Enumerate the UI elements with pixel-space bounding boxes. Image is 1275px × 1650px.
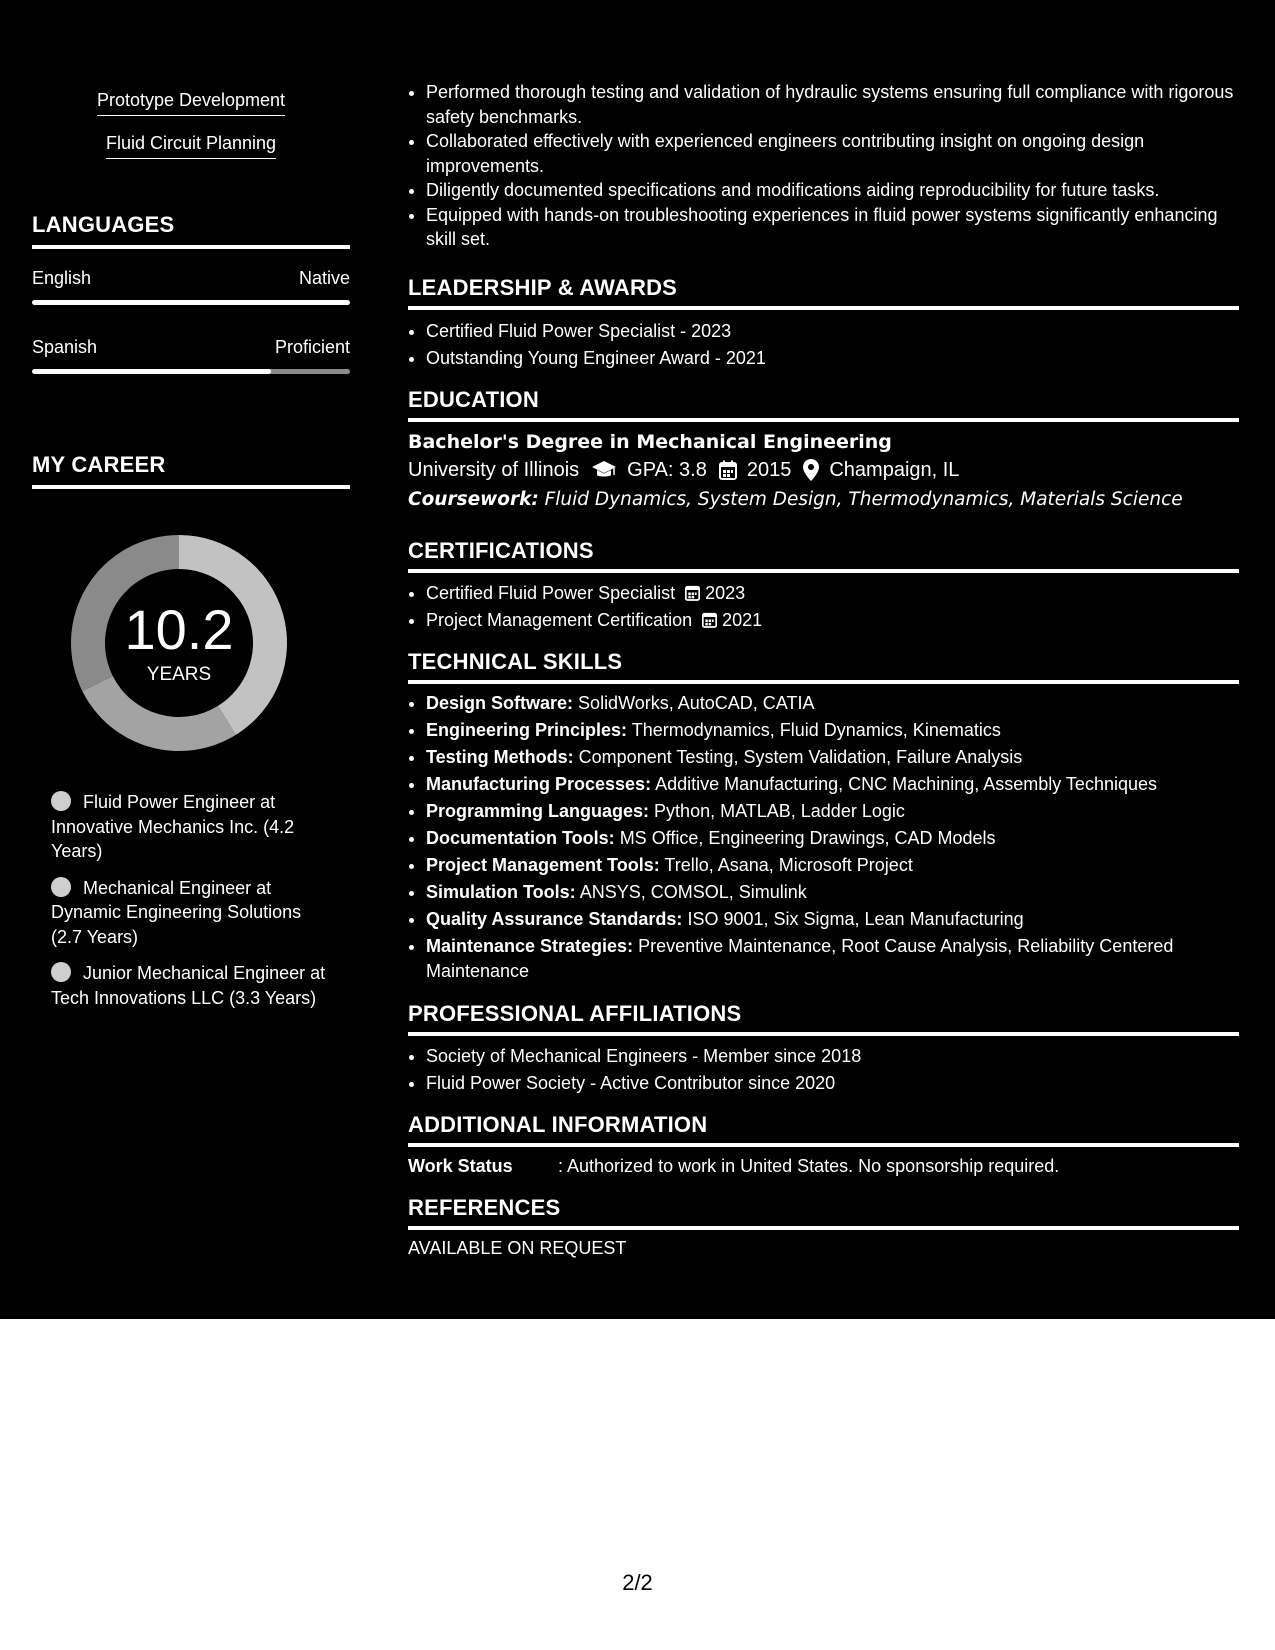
career-item-text: Fluid Power Engineer at Innovative Mechanics Inc. (4.2 Years) — [51, 792, 295, 861]
coursework-label: Coursework: — [408, 489, 539, 510]
career-item — [51, 790, 331, 864]
language-level: Proficient — [274, 337, 350, 357]
calendar-icon — [702, 611, 717, 628]
career-total-value: 10.2 — [124, 598, 234, 661]
technical-skill-value: Component Testing, System Validation, Failure Analysis — [578, 747, 1023, 767]
skills-list — [32, 88, 350, 174]
technical-skill-label: Project Management Tools: — [426, 855, 660, 875]
languages-heading: LANGUAGES — [32, 212, 350, 249]
education-school: University of Illinois — [408, 459, 580, 481]
bullet-dot-icon — [51, 877, 71, 897]
education-meta — [408, 455, 1239, 485]
technical-skill-item — [426, 718, 1239, 743]
language-bar-fill — [32, 300, 350, 305]
certification-name: Certified Fluid Power Specialist — [426, 583, 676, 603]
additional-info-heading: ADDITIONAL INFORMATION — [408, 1112, 1239, 1147]
career-donut-segment — [82, 676, 236, 751]
career-list — [51, 790, 331, 1022]
technical-skill-item — [426, 799, 1239, 824]
technical-skill-item — [426, 934, 1239, 983]
technical-skill-item — [426, 772, 1239, 797]
certification-year: 2021 — [722, 610, 763, 630]
sidebar — [0, 0, 382, 1319]
technical-skill-item — [426, 853, 1239, 878]
work-status-label: Work Status — [408, 1156, 513, 1176]
coursework-value: Fluid Dynamics, System Design, Thermodynamics, Materials Science — [544, 489, 1183, 510]
bullet-dot-icon — [51, 962, 71, 982]
leadership-item: • Certified Fluid Power Specialist - 2023 — [426, 318, 1239, 345]
skill-item: Prototype Development — [97, 88, 285, 116]
education-coursework — [408, 485, 1239, 515]
language-bar-english — [32, 300, 350, 305]
technical-skill-label: Engineering Principles: — [426, 720, 628, 740]
references-heading: REFERENCES — [408, 1195, 1239, 1230]
technical-skill-item — [426, 745, 1239, 770]
technical-skill-value: Trello, Asana, Microsoft Project — [664, 855, 913, 875]
technical-skill-item — [426, 826, 1239, 851]
affiliations-heading: PROFESSIONAL AFFILIATIONS — [408, 1001, 1239, 1036]
experience-bullet: • Performed thorough testing and validation of hydraulic systems ensuring full compliance with rigorous safety benchmarks. — [426, 80, 1239, 129]
career-item — [51, 876, 331, 950]
technical-skill-label: Documentation Tools: — [426, 828, 615, 848]
technical-skill-label: Programming Languages: — [426, 801, 650, 821]
graduation-cap-icon — [591, 460, 617, 480]
technical-skill-value: MS Office, Engineering Drawings, CAD Models — [619, 828, 996, 848]
leadership-heading: LEADERSHIP & AWARDS — [408, 275, 1239, 310]
technical-skill-item — [426, 880, 1239, 905]
page-number: 2/2 — [622, 1570, 653, 1595]
leadership-item: • Outstanding Young Engineer Award - 2021 — [426, 345, 1239, 372]
career-heading: MY CAREER — [32, 452, 350, 489]
language-row-english — [32, 268, 350, 289]
technical-skill-value: Preventive Maintenance, Root Cause Analysis, Reliability Centered Maintenance — [426, 936, 1174, 981]
affiliations-list — [408, 1043, 1239, 1097]
technical-skill-label: Testing Methods: — [426, 747, 574, 767]
language-name: English — [32, 268, 92, 288]
education-block — [408, 429, 1239, 515]
bullet-dot-icon — [51, 791, 71, 811]
language-bar-fill — [32, 369, 271, 374]
education-degree: Bachelor's Degree in Mechanical Engineering — [408, 431, 892, 453]
certification-name: Project Management Certification — [426, 610, 693, 630]
certifications-heading: CERTIFICATIONS — [408, 538, 1239, 573]
affiliation-item: • Society of Mechanical Engineers - Member since 2018 — [426, 1043, 1239, 1070]
technical-skill-value: Python, MATLAB, Ladder Logic — [654, 801, 905, 821]
technical-skill-label: Design Software: — [426, 693, 574, 713]
experience-bullet: • Collaborated effectively with experienced engineers contributing insight on ongoing design improvements. — [426, 129, 1239, 178]
education-gpa: GPA: 3.8 — [627, 459, 707, 481]
work-status-value: : Authorized to work in United States. No sponsorship required. — [558, 1156, 1060, 1176]
technical-skill-label: Simulation Tools: — [426, 882, 576, 902]
map-pin-icon — [803, 459, 819, 481]
experience-bullets — [408, 80, 1239, 252]
leadership-list — [408, 318, 1239, 372]
technical-skill-value: SolidWorks, AutoCAD, CATIA — [578, 693, 815, 713]
calendar-icon — [685, 584, 700, 601]
technical-skill-value: Additive Manufacturing, CNC Machining, Assembly Techniques — [655, 774, 1157, 794]
certification-year: 2023 — [705, 583, 746, 603]
affiliation-item: • Fluid Power Society - Active Contributor since 2020 — [426, 1070, 1239, 1097]
language-level: Native — [298, 268, 350, 288]
career-item — [51, 961, 331, 1010]
education-heading: EDUCATION — [408, 387, 1239, 422]
experience-bullet: • Equipped with hands-on troubleshooting experiences in fluid power systems significantly enhancing skill set. — [426, 203, 1239, 252]
career-item-text: Junior Mechanical Engineer at Tech Innovations LLC (3.3 Years) — [51, 963, 326, 1008]
certification-item — [426, 607, 1239, 634]
technical-skill-value: ANSYS, COMSOL, Simulink — [579, 882, 807, 902]
skill-item: Fluid Circuit Planning — [106, 131, 276, 159]
technical-skills-heading: TECHNICAL SKILLS — [408, 649, 1239, 684]
technical-skill-label: Manufacturing Processes: — [426, 774, 652, 794]
references-text: AVAILABLE ON REQUEST — [408, 1238, 627, 1258]
technical-skill-value: ISO 9001, Six Sigma, Lean Manufacturing — [687, 909, 1024, 929]
language-bar-spanish — [32, 369, 350, 374]
technical-skill-item — [426, 907, 1239, 932]
language-row-spanish — [32, 337, 350, 358]
certification-item — [426, 580, 1239, 607]
experience-bullet: • Diligently documented specifications and modifications aiding reproducibility for future tasks. — [426, 178, 1239, 203]
technical-skill-label: Maintenance Strategies: — [426, 936, 634, 956]
education-year: 2015 — [746, 459, 792, 481]
career-item-text: Mechanical Engineer at Dynamic Engineering Solutions (2.7 Years) — [51, 877, 302, 947]
technical-skill-item — [426, 691, 1239, 716]
language-name: Spanish — [32, 337, 98, 357]
education-location: Champaign, IL — [829, 459, 960, 481]
technical-skills-list — [408, 691, 1239, 986]
technical-skill-label: Quality Assurance Standards: — [426, 909, 683, 929]
certifications-list — [408, 580, 1239, 634]
career-total-unit: YEARS — [146, 664, 212, 685]
calendar-icon — [719, 460, 737, 480]
technical-skill-value: Thermodynamics, Fluid Dynamics, Kinematics — [631, 720, 1001, 740]
additional-info — [408, 1154, 1239, 1178]
